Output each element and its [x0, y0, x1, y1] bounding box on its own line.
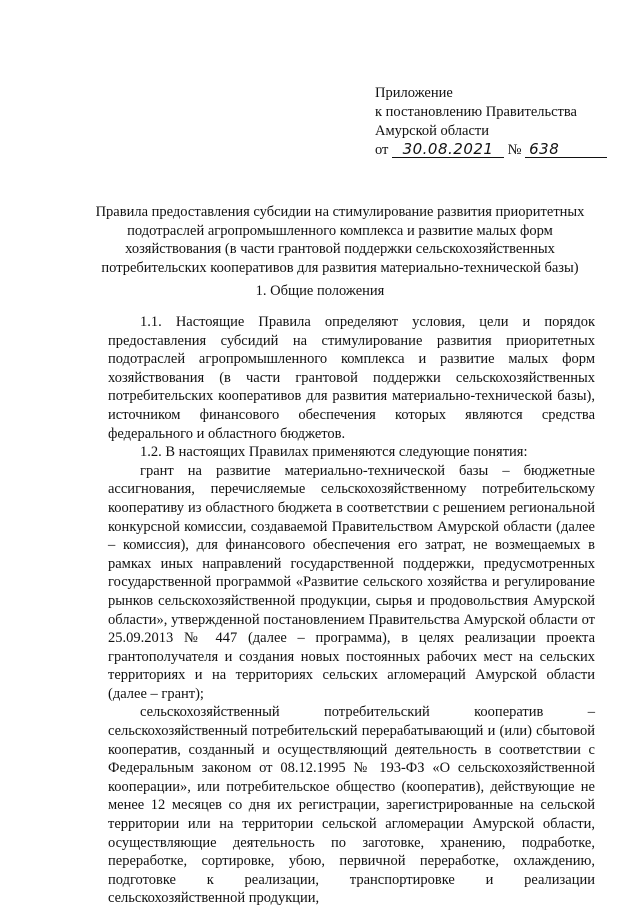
definition-cooperative: сельскохозяйственный потребительский кооператив – сельскохозяйственный потребительский перерабатывающий и (или) сбытовой кооператив, созданный и осуществляющий деятельность в соответствии с Федеральным законом от 08.12.1995 № 193-ФЗ «О сельскохозяйственной кооперации», или потребительское общество (кооператив), действующие не менее 12 месяцев со дня их регистрации, зарегистрированные на сельской территории или на территории сельской агломерации Амурской области, осуществляющие деятельность по заготовке, хранению, подработке, переработке, сортировке, убою, первичной переработке, охлаждению, подготовке к реализации, транспортировке и реализации сельскохозяйственной продукции,	[108, 704, 595, 907]
appendix-resolution-line: к постановлению Правительства	[375, 104, 577, 120]
handwritten-number: 638	[525, 141, 607, 158]
appendix-date-number-line	[375, 141, 607, 160]
document-title: Правила предоставления субсидии на стимулирование развития приоритетных подотраслей агропромышленного комплекса и развитие малых форм хозяйствования (в части грантовой поддержки сельскохозяйственных потребительских кооперативов для развития материально-технической базы)	[95, 204, 585, 276]
number-prefix: №	[507, 142, 522, 158]
date-prefix: от	[375, 142, 389, 158]
appendix-block	[375, 84, 607, 160]
definition-grant: грант на развитие материально-технической базы – бюджетные ассигнования, перечисляемые сельскохозяйственному потребительскому кооперативу из областного бюджета в соответствии с решением региональной конкурсной комиссии, создаваемой Правительством Амурской области (далее – комиссия), для финансового обеспечения его затрат, не возмещаемых в рамках иных направлений государственной поддержки, предусмотренных государственной программой «Развитие сельского хозяйства и регулирование рынков сельскохозяйственной продукции, сырья и продовольствия Амурской области», утвержденной постановлением Правительства Амурской области от 25.09.2013 № 447 (далее – программа), в целях реализации проекта грантополучателя и создания новых постоянных рабочих мест на сельских территориях и на территориях сельских агломераций Амурской области (далее – грант);	[108, 462, 595, 702]
body-text	[108, 313, 595, 908]
handwritten-date: 30.08.2021	[392, 141, 504, 158]
section-heading: 1. Общие положения	[255, 283, 385, 299]
paragraph-1-2: 1.2. В настоящих Правилах применяются следующие понятия:	[140, 444, 528, 461]
appendix-region-line: Амурской области	[375, 123, 489, 139]
paragraph-1-1: 1.1. Настоящие Правила определяют условия, цели и порядок предоставления субсидий на стимулирование развития приоритетных подотраслей агропромышленного комплекса и развитие малых форм хозяйствования (в части грантовой поддержки сельскохозяйственных потребительских кооперативов для развития материально-технической базы), источником финансового обеспечения которых являются средства федерального и областного бюджетов.	[108, 314, 595, 442]
appendix-label: Приложение	[375, 85, 453, 101]
